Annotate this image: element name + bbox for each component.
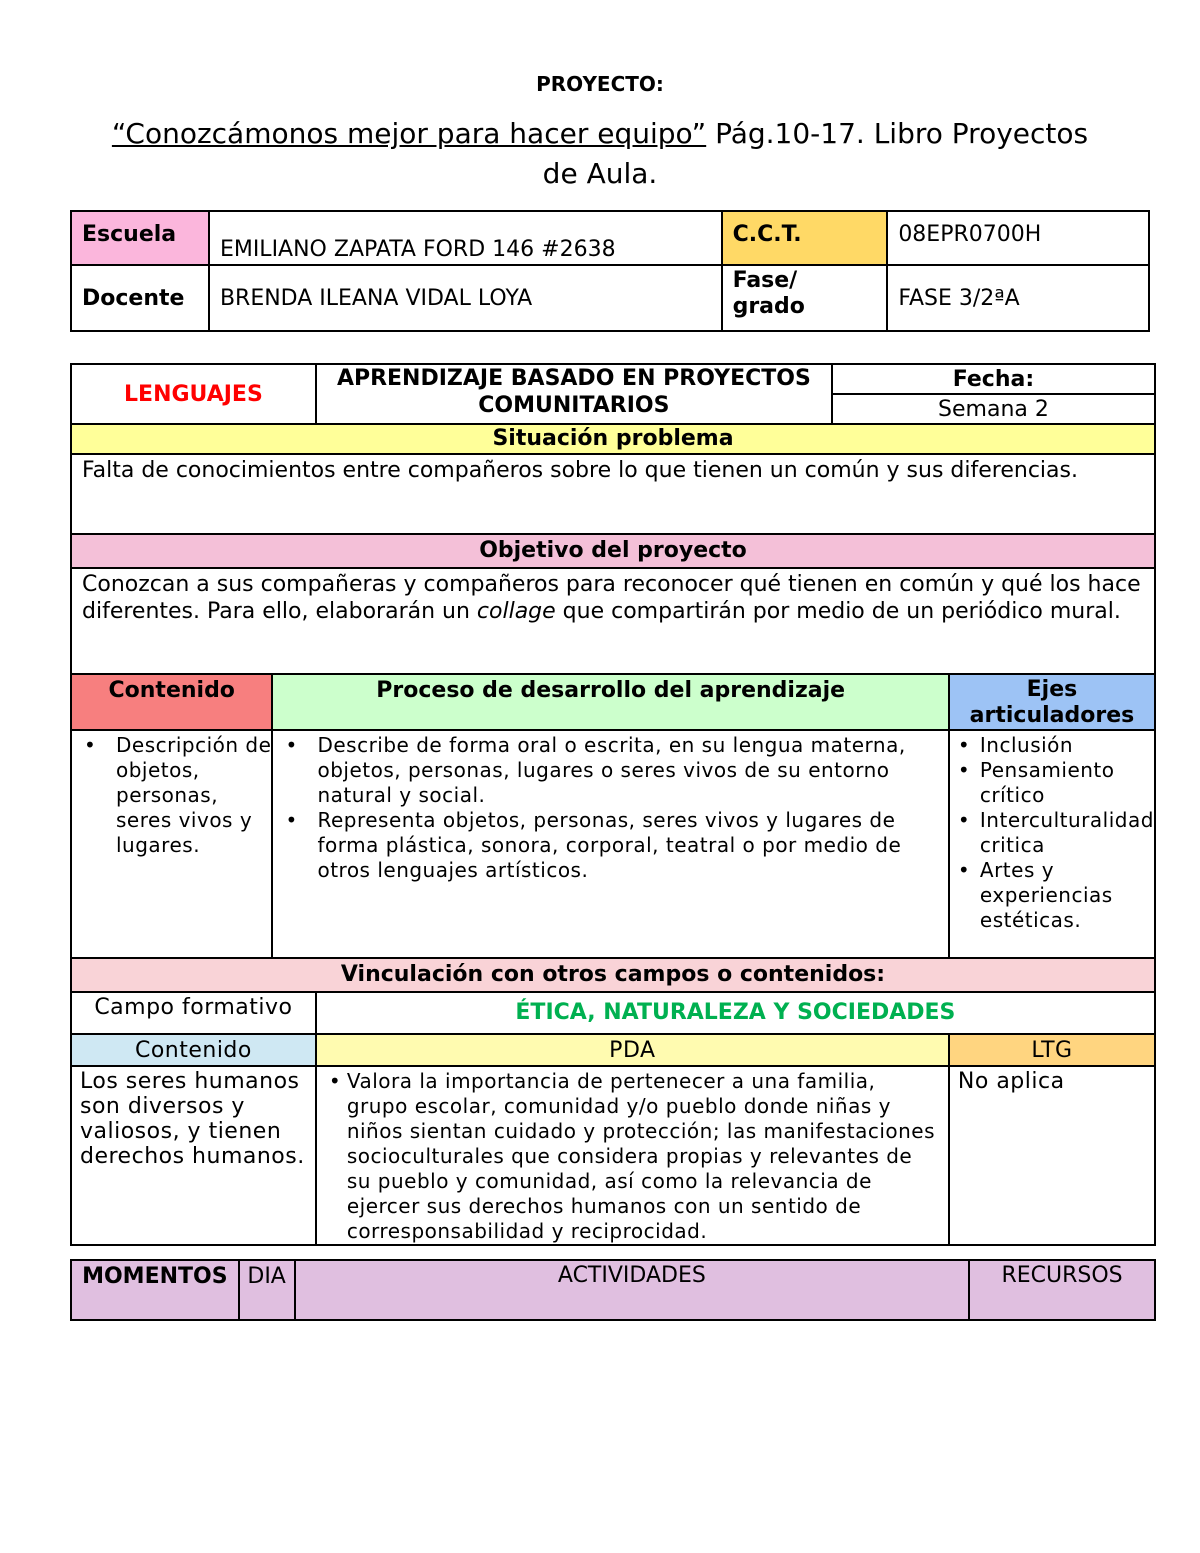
momentos-header: MOMENTOS (71, 1260, 239, 1320)
eje-item: • Pensamiento crítico (950, 758, 1154, 808)
objetivo-text-a: Conozcan a sus compañeras y compañeros para reconocer qué tienen en común y qué los hace diferentes. Para ello, elaborarán un (82, 572, 1141, 624)
cct-value: 08EPR0700H (887, 211, 1149, 265)
proceso-header: Proceso de desarrollo del aprendizaje (272, 674, 948, 730)
fase-label: Fase/ grado (722, 265, 888, 331)
objetivo-text (71, 568, 1155, 674)
vinculacion-header: Vinculación con otros campos o contenidos: (71, 958, 1155, 992)
eje-item: • Inclusión (950, 733, 1154, 758)
campo-lenguajes: LENGUAJES (71, 364, 316, 424)
ltg-text: No aplica (949, 1066, 1155, 1245)
school-info-table (70, 210, 1150, 332)
situacion-header: Situación problema (71, 424, 1155, 454)
contenido2-header: Contenido (71, 1034, 316, 1066)
ltg-header: LTG (949, 1034, 1155, 1066)
pda-item: • Valora la importancia de pertenecer a una familia, grupo escolar, comunidad y/o pueblo donde niñas y niños sientan cuidado y protección; las manifestaciones socioculturales que considera propias y relevantes de su pueblo y comunidad, así como la relevancia de ejercer sus derechos humanos con un sentido de corresponsabilidad y reciprocidad. (317, 1069, 942, 1244)
contenido-item: • Descripción de objetos, personas, seres vivos y lugares. (72, 733, 271, 858)
metodologia-label: APRENDIZAJE BASADO EN PROYECTOS COMUNITARIOS (316, 364, 832, 424)
pda-cell (316, 1066, 949, 1245)
momentos-table (70, 1259, 1156, 1321)
eje-item: • Interculturalidad critica (950, 808, 1154, 858)
escuela-label: Escuela (71, 211, 209, 265)
contenido-cell (71, 730, 272, 958)
proceso-cell (272, 730, 948, 958)
recursos-header: RECURSOS (969, 1260, 1155, 1320)
eje-item: • Artes y experiencias estéticas. (950, 858, 1154, 933)
escuela-value: EMILIANO ZAPATA FORD 146 #2638 (209, 211, 722, 265)
campo-formativo-value: ÉTICA, NATURALEZA Y SOCIEDADES (316, 992, 1155, 1034)
pda-header: PDA (316, 1034, 949, 1066)
pda-list (317, 1067, 948, 1244)
contenido-header: Contenido (71, 674, 272, 730)
objetivo-text-emphasis: collage (476, 599, 556, 624)
dia-header: DIA (239, 1260, 295, 1320)
ejes-header: Ejes articuladores (949, 674, 1155, 730)
proceso-item: • Representa objetos, personas, seres vivos y lugares de forma plástica, sonora, corporal, teatral o por medio de otros lenguajes artísticos. (273, 808, 941, 883)
fase-value: FASE 3/2ªA (887, 265, 1149, 331)
actividades-header: ACTIVIDADES (295, 1260, 970, 1320)
ejes-cell (949, 730, 1155, 958)
contenido2-text: Los seres humanos son diversos y valiosos, y tienen derechos humanos. (71, 1066, 316, 1245)
campo-formativo-label: Campo formativo (71, 992, 316, 1034)
docente-label: Docente (71, 265, 209, 331)
proceso-list (273, 731, 947, 883)
objetivo-header: Objetivo del proyecto (71, 534, 1155, 568)
planning-table (70, 363, 1156, 1246)
ejes-list (950, 731, 1154, 933)
fecha-cell (832, 364, 1155, 424)
project-title (100, 114, 1100, 194)
situacion-text: Falta de conocimientos entre compañeros sobre lo que tienen un común y sus diferencias. (71, 454, 1155, 534)
objetivo-text-b: que compartirán por medio de un periódico mural. (555, 599, 1121, 624)
fecha-value: Semana 2 (938, 397, 1049, 422)
proceso-item: • Describe de forma oral o escrita, en su lengua materna, objetos, personas, lugares o seres vivos de su entorno natural y social. (273, 733, 941, 808)
fecha-label: Fecha: (833, 365, 1154, 395)
document-header-label: PROYECTO: (536, 72, 664, 96)
cct-label: C.C.T. (722, 211, 888, 265)
contenido-list (72, 731, 271, 858)
project-title-reference: Pág.10-17. Libro Proyectos de Aula. (542, 117, 1089, 190)
project-title-main: “Conozcámonos mejor para hacer equipo” (111, 117, 707, 150)
docente-value: BRENDA ILEANA VIDAL LOYA (209, 265, 722, 331)
